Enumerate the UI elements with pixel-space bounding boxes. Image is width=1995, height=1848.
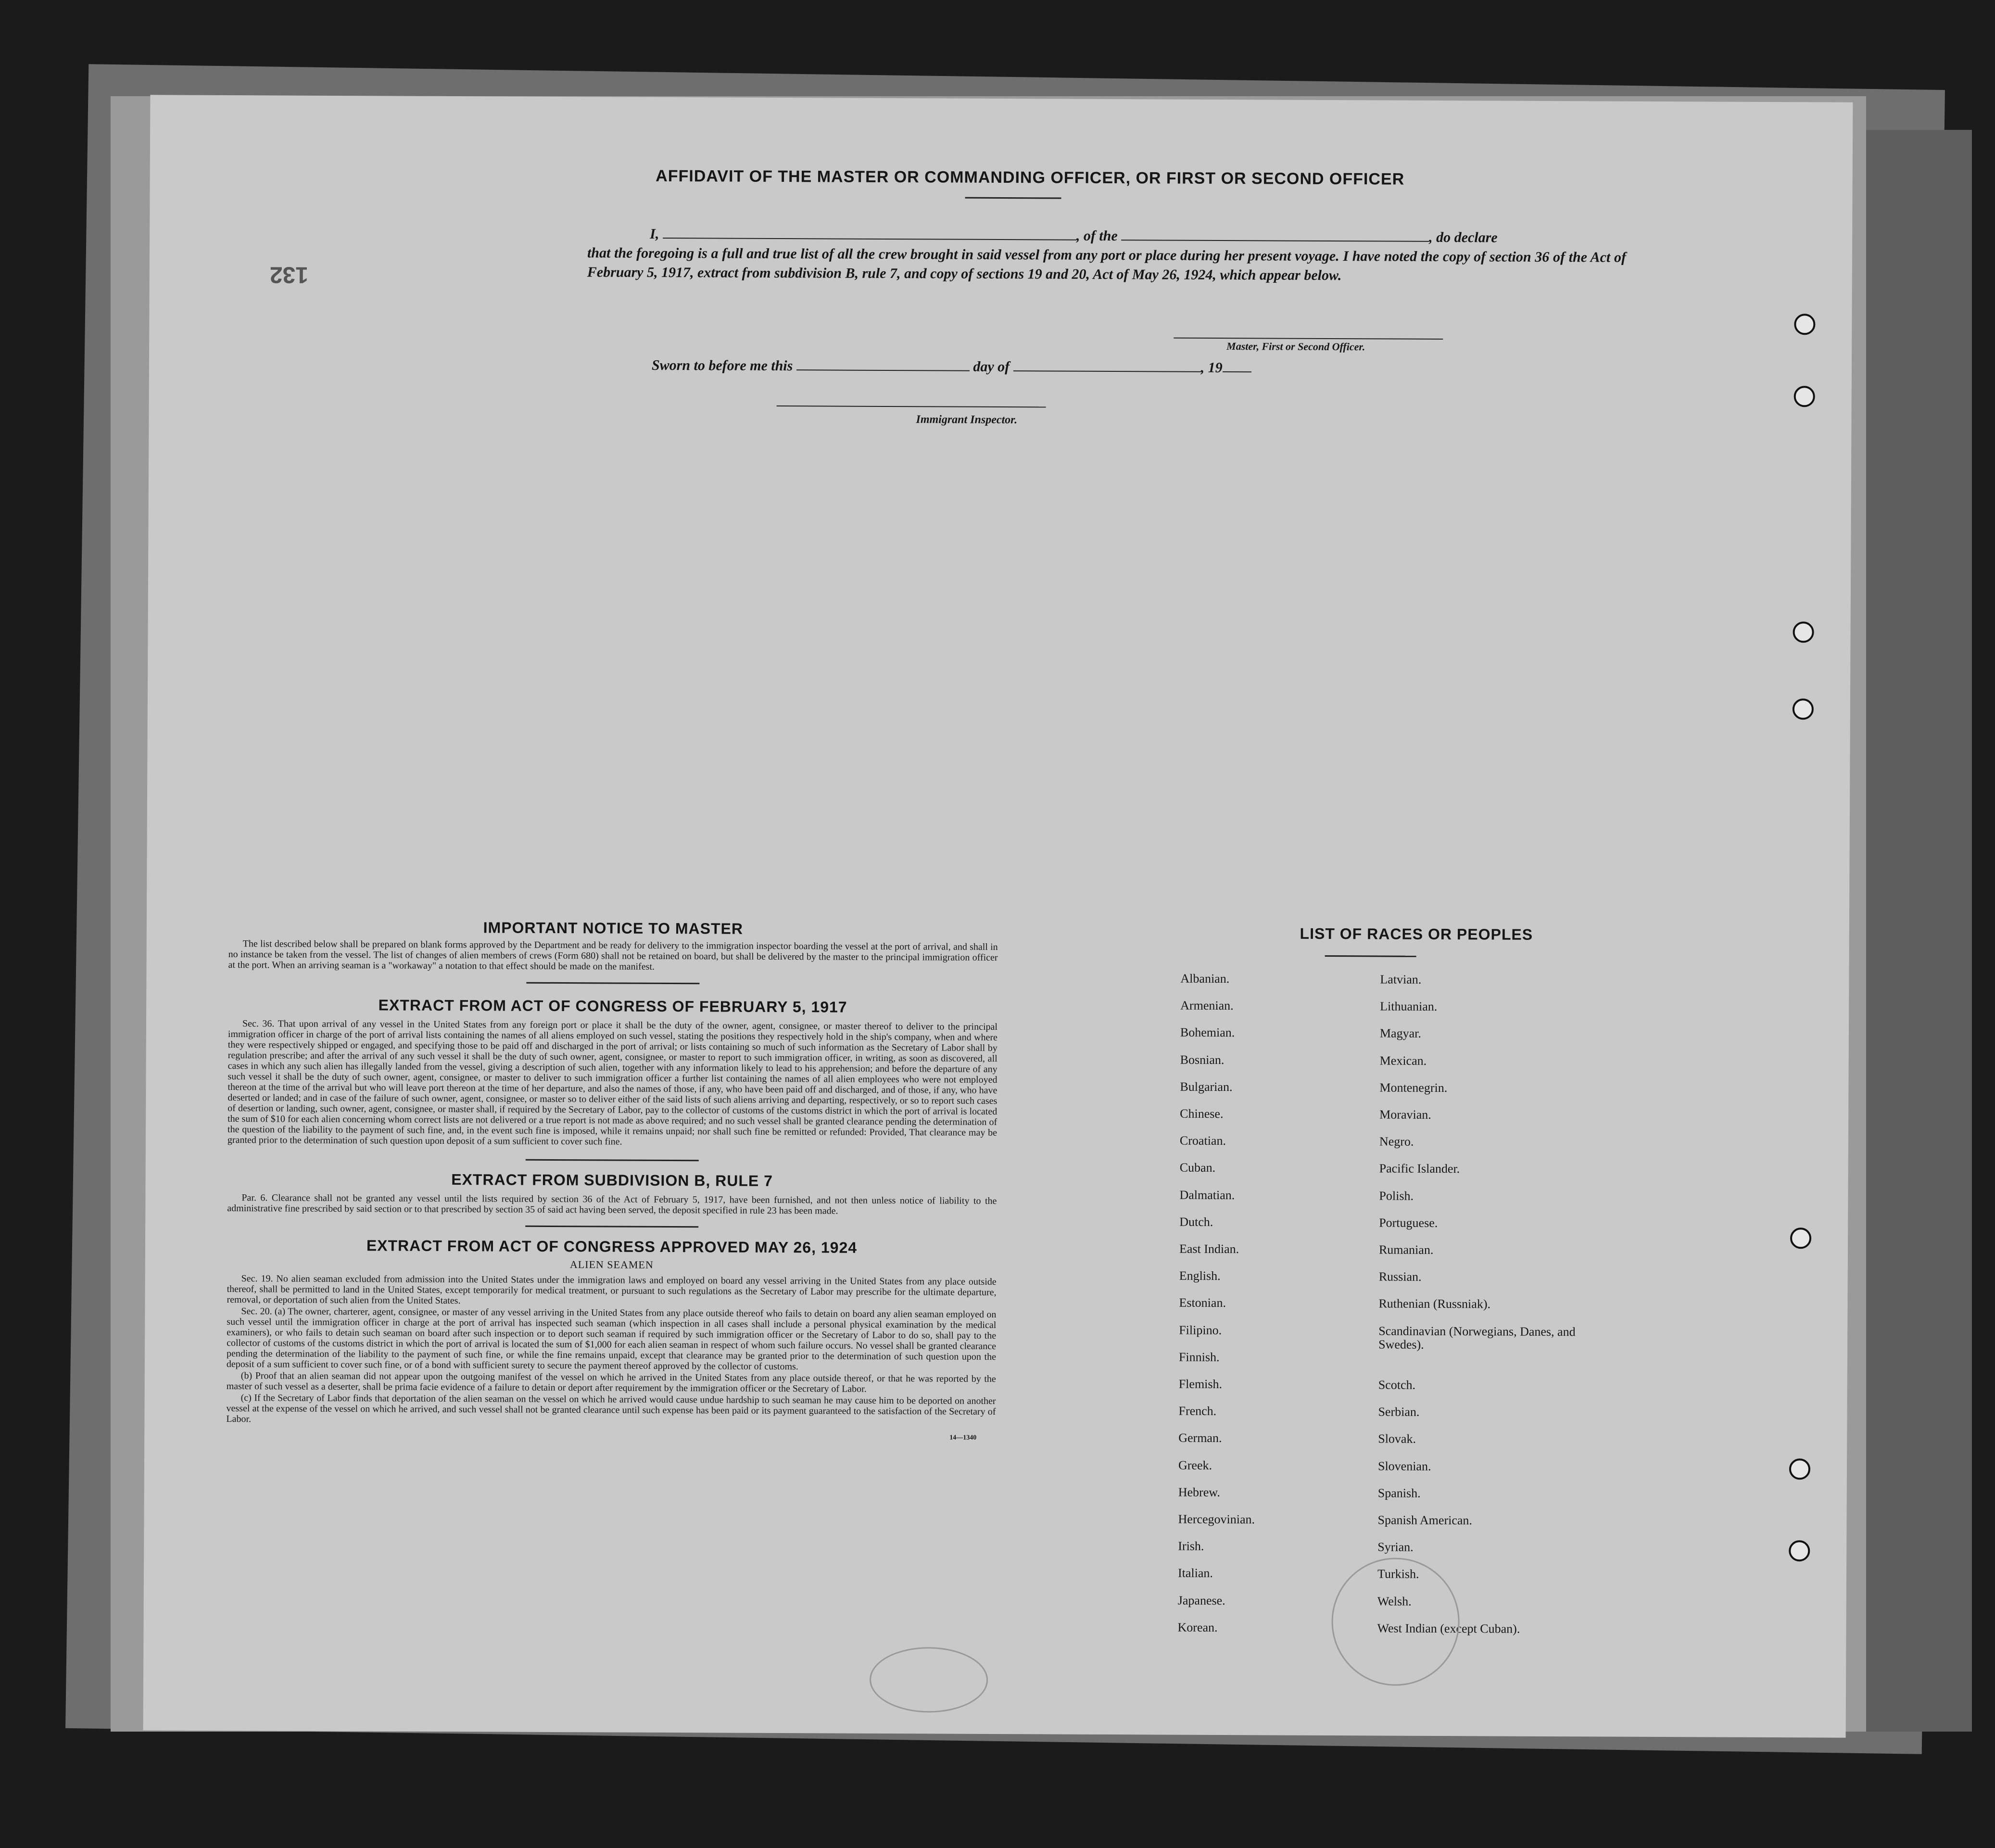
race-item: Portuguese. <box>1379 1215 1438 1230</box>
races-left-column <box>1177 965 1257 1642</box>
extract-rule7-text: Par. 6. Clearance shall not be granted any vessel until the lists required by section 36 of the Act of February 5, 1917, have been furnished, and not then unless notice of liability to the administrative fine prescribed by said section or to that prescribed by section 35 of said act having been served, the deposit specified in rule 23 has been made. <box>227 1192 997 1216</box>
race-item: Filipino. <box>1179 1323 1222 1337</box>
race-item: Bohemian. <box>1180 1025 1235 1040</box>
race-item: Cuban. <box>1179 1161 1216 1175</box>
race-item: Slovak. <box>1378 1431 1416 1446</box>
extract-1924-title: EXTRACT FROM ACT OF CONGRESS APPROVED MAY 26, 1924 <box>366 1237 858 1256</box>
race-item: French. <box>1178 1404 1217 1418</box>
race-item: Scotch. <box>1378 1378 1416 1392</box>
form-number: 14—1340 <box>949 1434 977 1442</box>
signature-label: Master, First or Second Officer. <box>1226 340 1365 353</box>
race-item: Ruthenian (Russniak). <box>1378 1296 1491 1311</box>
race-item: German. <box>1178 1431 1222 1445</box>
race-item: Russian. <box>1378 1269 1422 1284</box>
race-item: Japanese. <box>1177 1593 1225 1608</box>
race-item: Italian. <box>1177 1566 1213 1581</box>
affidavit-body: that the foregoing is a full and true list of all the crew brought in said vessel from any port or place during her present voyage. I have noted the copy of section 36 of the Act of February 5, 1917, extract from subdivision B, rule 7, and copy of sections 19 and 20, Act of May 26, 1924, which appear below. <box>587 245 1627 284</box>
race-item: Rumanian. <box>1378 1242 1434 1257</box>
race-item: Spanish American. <box>1377 1513 1473 1528</box>
race-item: Hercegovinian. <box>1178 1512 1255 1527</box>
section-rule <box>526 1159 699 1162</box>
name-field[interactable] <box>663 238 1076 240</box>
extract-1924-subtitle: ALIEN SEAMEN <box>569 1258 654 1271</box>
sworn-date-field[interactable] <box>796 369 970 371</box>
race-item: Polish. <box>1379 1189 1414 1203</box>
title-rule <box>965 197 1061 199</box>
race-item: Albanian. <box>1180 971 1230 986</box>
faint-stamp <box>870 1647 988 1713</box>
races-title-rule <box>1325 955 1416 957</box>
binder-hole-icon <box>1794 314 1815 335</box>
race-item: Magyar. <box>1379 1026 1421 1041</box>
race-item: Scandinavian (Norwegians, Danes, and Swedes). <box>1378 1324 1576 1352</box>
races-right-column <box>1377 966 1601 1643</box>
race-item: Syrian. <box>1377 1540 1414 1555</box>
left-column <box>226 918 998 1442</box>
binder-hole-icon <box>1793 698 1814 720</box>
race-item: Bulgarian. <box>1180 1079 1233 1094</box>
binder-hole-icon <box>1790 1228 1811 1249</box>
section-rule <box>525 1226 698 1228</box>
race-item: Spanish. <box>1377 1486 1421 1500</box>
race-item: Chinese. <box>1180 1106 1224 1121</box>
race-item: Serbian. <box>1378 1405 1420 1419</box>
race-item: Montenegrin. <box>1379 1080 1448 1095</box>
affidavit-declaration <box>587 224 1627 286</box>
race-item: Armenian. <box>1180 998 1234 1013</box>
race-item: Lithuanian. <box>1380 999 1438 1014</box>
sworn-line: Sworn to before me this day of , 19 <box>652 356 1251 378</box>
race-item: East Indian. <box>1179 1241 1239 1256</box>
faint-stamp <box>1331 1557 1460 1686</box>
sworn-month-field[interactable] <box>1013 370 1201 372</box>
binder-hole-icon <box>1794 386 1815 407</box>
race-item: Dutch. <box>1179 1215 1213 1229</box>
sworn-year-field[interactable] <box>1223 371 1251 372</box>
race-item: Moravian. <box>1379 1107 1431 1122</box>
binder-hole-icon <box>1793 621 1814 643</box>
race-item: West Indian (except Cuban). <box>1377 1621 1520 1636</box>
signature-line[interactable] <box>1174 338 1443 340</box>
race-item: Estonian. <box>1179 1296 1226 1310</box>
race-item: Irish. <box>1178 1539 1204 1554</box>
race-item: Negro. <box>1379 1134 1414 1149</box>
extract-1924-text: Sec. 19. No alien seaman excluded from admission into the United States under the immigration laws and employed on board any vessel arriving in the United States from any place outside thereof, shall be permitted to land in the United States, except temporarily for medical treatment, or pursuant to such regulations as the Secretary of Labor may prescribe for the ultimate departure, removal, or deportation of such alien from the United States. Sec. 20. (a) The owner, charterer, agent, consignee, or master of any vessel arriving in the United States from any place outside thereof who fails to detain on board any alien seaman employed on such vessel until the immigration officer in charge at the port of arrival has inspected such seaman (which inspection in all cases shall include a personal physical examination by the medical examiners), or who fails to detain such seaman on board after such inspection or to deport such seaman if required by such immigration officer or the Secretary of Labor to do so, shall pay to the collector of customs of the customs district in which the port of arrival is located the sum of $1,000 for each alien seaman in respect of whom such failure occurs. No vessel shall be granted clearance pending the determination of the liability to the payment of such fine, or while the fine remains unpaid, except that clearance may be granted prior to the determination of such question upon the deposit of a sum sufficient to cover such fine, or of a bond with sufficient surety to secure the payment thereof approved by the collector of customs. (b) Proof that an alien seaman did not appear upon the outgoing manifest of the vessel on which he arrived in the United States from any place outside thereof, or that he was reported by the master of such vessel as a deserter, shall be prima facie evidence of a failure to detain or deport after requirement by the immigration officer or the Secretary of Labor. (c) If the Secretary of Labor finds that deportation of the alien seaman on the vessel on which he arrived would cause undue hardship to such seaman he may cause him to be deported on another vessel at the expense of the vessel on which he arrived, and such vessel shall not be granted clearance until such expense has been paid or its payment guaranteed to the satisfaction of the Secretary of Labor. <box>226 1273 997 1425</box>
affidavit-title: AFFIDAVIT OF THE MASTER OR COMMANDING OFFICER, OR FIRST OR SECOND OFFICER <box>656 166 1405 189</box>
extract-1917-title: EXTRACT FROM ACT OF CONGRESS OF FEBRUARY 5, 1917 <box>378 996 847 1016</box>
race-item: English. <box>1179 1268 1221 1283</box>
race-item: Dalmatian. <box>1179 1188 1235 1202</box>
race-item: Pacific Islander. <box>1379 1161 1460 1176</box>
notice-text: The list described below shall be prepared on blank forms approved by the Department and be ready for delivery to the immigration inspector boarding the vessel at the port of arrival, and shall in no instance be taken from the vessel. The list of changes of alien members of crews (Form 680) shall not be retained on board, but shall be delivered by the master to the principal immigration officer at the port. When an arriving seaman is a "workaway" a notation to that effect should be made on the manifest. <box>228 938 998 972</box>
race-item: Flemish. <box>1178 1377 1223 1392</box>
binder-hole-icon <box>1789 1458 1810 1480</box>
race-item: Slovenian. <box>1377 1459 1431 1473</box>
inspector-signature-line[interactable] <box>777 405 1046 407</box>
section-rule <box>526 982 699 985</box>
extract-rule7-title: EXTRACT FROM SUBDIVISION B, RULE 7 <box>451 1171 773 1190</box>
race-item: Hebrew. <box>1178 1485 1220 1499</box>
race-item: Mexican. <box>1379 1053 1427 1068</box>
affidavit-line-1: I, , of the , do declare <box>650 226 1498 246</box>
margin-number: 132 <box>269 262 309 288</box>
race-item: Bosnian. <box>1180 1052 1225 1067</box>
binder-hole-icon <box>1789 1540 1810 1561</box>
race-item: Croatian. <box>1179 1133 1226 1148</box>
race-item: Korean. <box>1177 1620 1218 1634</box>
extract-1917-text: Sec. 36. That upon arrival of any vessel in the United States from any foreign port or place it shall be the duty of the owner, agent, consignee, or master thereof to deliver to the principal immigration officer in charge of the port of arrival lists containing the names of all aliens employed on such vessel, stating the positions they respectively hold in the ship's company, when and where they were respectively shipped or engaged, and specifying those to be paid off and discharged in the port of arrival; or lists containing so much of such information as the Secretary of Labor shall by regulation prescribe; and after the arrival of any such vessel it shall be the duty of such owner, agent, consignee, or master to report to such immigration officer, in writing, as soon as discovered, all cases in which any such alien has illegally landed from the vessel, giving a description of such alien, together with any information likely to lead to his apprehension; and before the departure of any such vessel it shall be the duty of such owner, agent, consignee, or master to deliver to such immigration officer a further list containing the names of all alien employees who were not employed thereon at the time of the arrival but who will leave port thereon at the time of her departure, and also the names of those, if any, who have been paid off and discharged, and of those, if any, who have deserted or landed; and in case of the failure of such owner, agent, consignee, or master so to deliver either of the said lists of such aliens arriving and departing, respectively, or so to report such cases of desertion or landing, such owner, agent, consignee, or master shall, if required by the Secretary of Labor, pay to the collector of customs of the customs district in which the port of arrival is located the sum of $10 for each alien concerning whom correct lists are not delivered or a true report is not made as above required; and no such vessel shall be granted clearance pending the determination of the question of the liability to the payment of such fine, and, in the event such fine is imposed, while it remains unpaid; nor shall such fine be remitted or refunded: Provided, That clearance may be granted prior to the determination of such question upon deposit of a sum sufficient to cover such fine. <box>227 1018 998 1147</box>
race-item: Finnish. <box>1178 1350 1220 1364</box>
race-item: Turkish. <box>1377 1567 1419 1582</box>
races-title: LIST OF RACES OR PEOPLES <box>1300 924 1533 943</box>
document-page <box>143 95 1853 1737</box>
race-item: Latvian. <box>1380 972 1422 987</box>
notice-title: IMPORTANT NOTICE TO MASTER <box>483 919 744 937</box>
inspector-label: Immigrant Inspector. <box>916 413 1018 427</box>
vessel-field[interactable] <box>1121 240 1429 242</box>
race-item: Welsh. <box>1377 1594 1412 1608</box>
race-item: Greek. <box>1178 1458 1212 1472</box>
